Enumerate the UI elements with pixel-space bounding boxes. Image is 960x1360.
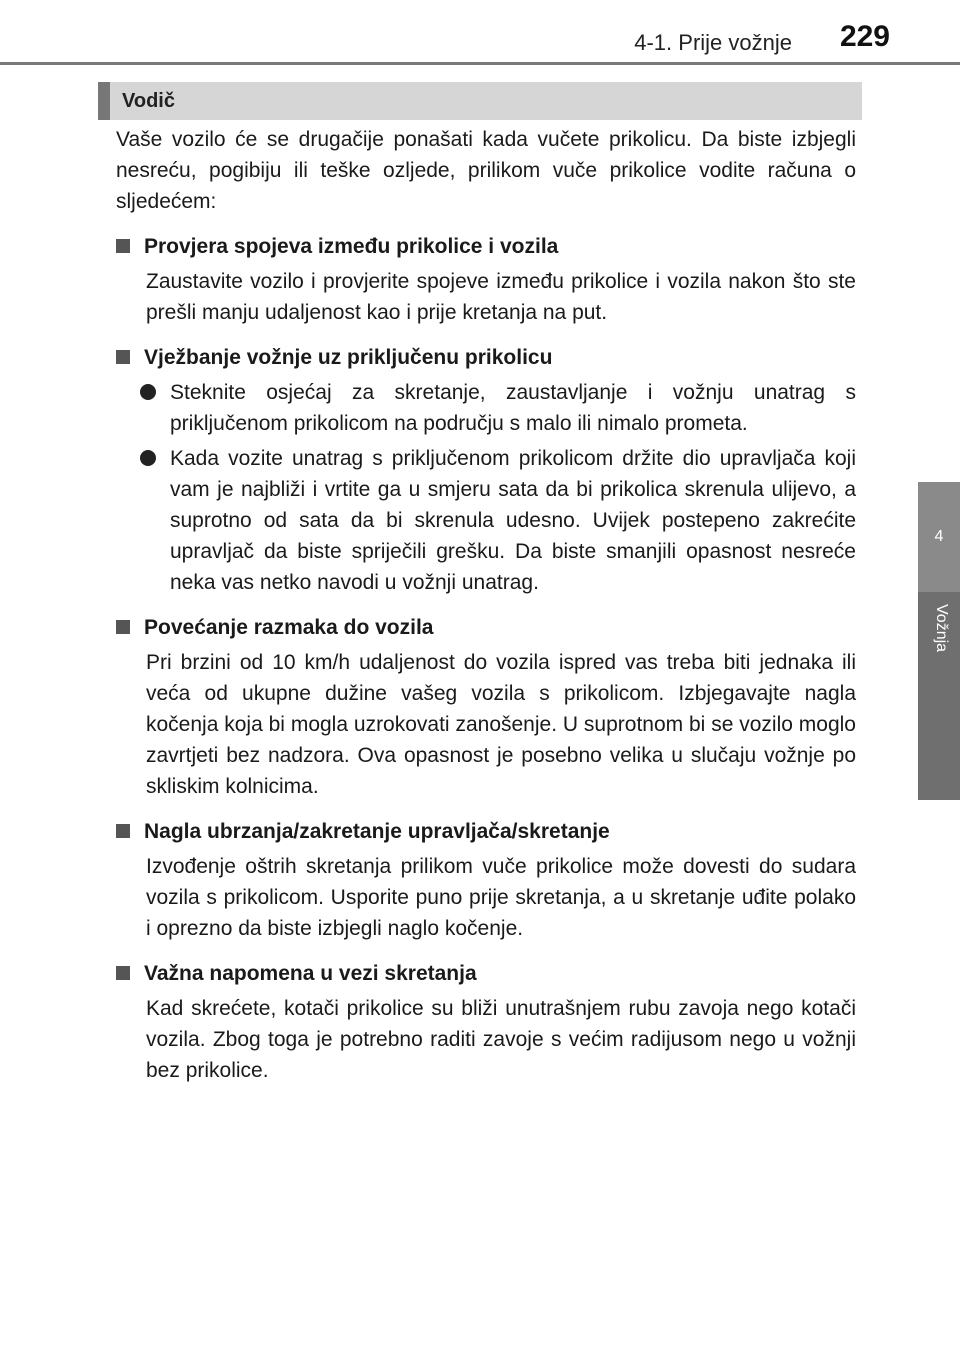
page-number: 229 xyxy=(839,20,890,53)
topic-heading xyxy=(116,958,856,989)
square-bullet-icon xyxy=(116,824,130,838)
list-item-text: Steknite osjećaj za skretanje, zaustavljanje i vožnju unatrag s priključenom prikolicom na području s malo ili nimalo prometa. xyxy=(170,381,856,435)
square-bullet-icon xyxy=(116,966,130,980)
list-item-text: Kada vozite unatrag s priključenom prikolicom držite dio upravljača koji vam je najbliži i vrtite ga u smjeru sata da bi prikolica skrenula ulijevo, a suprotno od sata da bi skrenula udesno. Uvijek postepeno zakrećite upravljač da biste spriječili grešku. Da biste smanjili opasnost nesreće neka vas netko navodi u vožnji unatrag. xyxy=(170,447,856,594)
topic-body: Zaustavite vozilo i provjerite spojeve između prikolice i vozila nakon što ste prešli manju udaljenost kao i prije kretanja na put. xyxy=(146,270,856,324)
topic-connection-check xyxy=(116,231,856,328)
list-item xyxy=(116,443,856,598)
topic-practice-driving xyxy=(116,342,856,598)
topic-heading-text: Važna napomena u vezi skretanja xyxy=(144,962,477,985)
topic-heading-text: Nagla ubrzanja/zakretanje upravljača/skretanje xyxy=(144,820,610,843)
topic-turning-note xyxy=(116,958,856,1086)
intro-paragraph: Vaše vozilo će se drugačije ponašati kada vučete prikolicu. Da biste izbjegli nesreću, pogibiju ili teške ozljede, prilikom vuče prikolice vodite računa o sljedećem: xyxy=(116,128,856,213)
chapter-tab-number: 4 xyxy=(918,482,960,592)
page-content xyxy=(116,124,856,1100)
topic-heading xyxy=(116,612,856,643)
square-bullet-icon xyxy=(116,350,130,364)
topic-body: Izvođenje oštrih skretanja prilikom vuče prikolice može dovesti do sudara vozila s prikolicom. Usporite puno prije skretanja, a u skretanje uđite polako i oprezno da biste izbjegli naglo kočenje. xyxy=(146,855,856,940)
header-divider xyxy=(0,62,960,65)
round-bullet-icon xyxy=(140,384,156,400)
topic-heading-text: Vježbanje vožnje uz priključenu prikolicu xyxy=(144,346,553,369)
topic-heading xyxy=(116,342,856,373)
chapter-tab-label: Vožnja xyxy=(933,604,950,653)
topic-heading xyxy=(116,816,856,847)
topic-body: Pri brzini od 10 km/h udaljenost do vozila ispred vas treba biti jednaka ili veća od ukupne dužine vašeg vozila s prikolicom. Izbjegavajte nagla kočenja koja bi mogla uzrokovati zanošenje. U suprotnom bi se vozilo moglo zavrtjeti bez nadzora. Ova opasnost je posebno velika u slučaju vožnje po skliskim kolnicima. xyxy=(146,651,856,798)
running-header-section: 4-1. Prije vožnje xyxy=(634,30,792,55)
topic-heading-text: Provjera spojeva između prikolice i vozila xyxy=(144,235,559,258)
topic-body: Kad skrećete, kotači prikolice su bliži unutrašnjem rubu zavoja nego kotači vozila. Zbog toga je potrebno raditi zavoje s većim radijusom nego u vožnji bez prikolice. xyxy=(146,997,856,1082)
topic-following-distance xyxy=(116,612,856,802)
square-bullet-icon xyxy=(116,239,130,253)
topic-sudden-maneuvers xyxy=(116,816,856,944)
topic-heading-text: Povećanje razmaka do vozila xyxy=(144,616,434,639)
topic-heading xyxy=(116,231,856,262)
section-title: Vodič xyxy=(98,82,862,120)
square-bullet-icon xyxy=(116,620,130,634)
list-item xyxy=(116,377,856,439)
round-bullet-icon xyxy=(140,450,156,466)
